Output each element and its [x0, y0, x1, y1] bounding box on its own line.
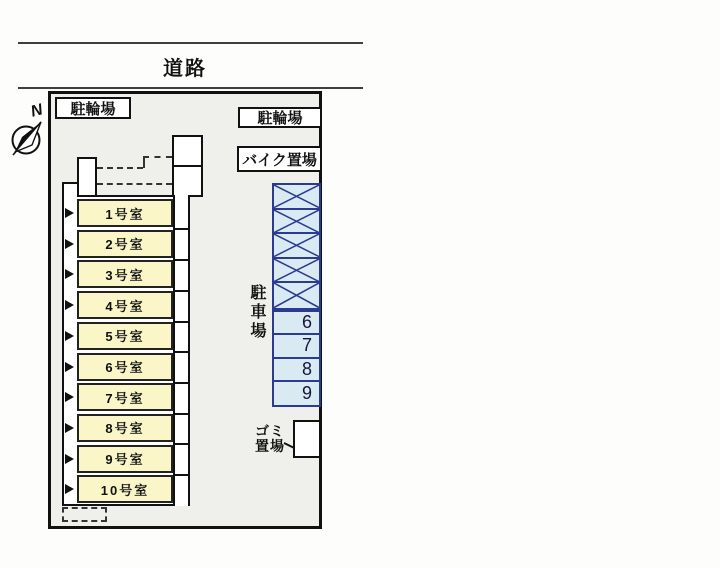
room-label: 6号室	[105, 360, 145, 375]
road-edge-line-bottom	[18, 87, 363, 89]
parking-numbered-spaces	[272, 310, 321, 407]
parking-space-crossed	[274, 259, 319, 284]
room-box	[77, 353, 173, 381]
dashed-outline-h3	[97, 183, 172, 185]
dashed-outline-v1	[143, 157, 145, 168]
garbage-area-label: ゴミ置場	[255, 423, 285, 455]
room-box	[77, 230, 173, 258]
parking-space-numbered	[274, 382, 319, 405]
room-row	[62, 414, 190, 442]
room-row	[62, 475, 190, 503]
dashed-outline-h1	[97, 167, 143, 169]
room-box	[77, 260, 173, 288]
entry-arrow-icon	[65, 331, 74, 341]
entry-arrow-icon	[65, 484, 74, 494]
room-label: 4号室	[105, 298, 145, 314]
bicycle-parking-left	[55, 97, 131, 119]
parking-space-number: 9	[301, 382, 312, 403]
room-row	[62, 322, 190, 350]
room-label: 5号室	[105, 329, 145, 345]
room-row	[62, 445, 190, 473]
room-row	[62, 383, 190, 411]
entry-arrow-icon	[65, 392, 74, 402]
parking-space-crossed	[274, 210, 319, 235]
x-mark-icon	[274, 259, 319, 282]
room-row	[62, 230, 190, 258]
parking-space-crossed	[274, 234, 319, 259]
motorcycle-area	[237, 146, 322, 172]
building-top-bump	[77, 157, 97, 197]
parking-space-number: 7	[301, 335, 312, 356]
room-box	[77, 291, 173, 319]
parking-space-number: 6	[301, 312, 312, 333]
dashed-outline-h2	[143, 156, 172, 158]
entry-arrow-icon	[65, 454, 74, 464]
room-label: 9号室	[105, 452, 145, 468]
room-row	[62, 260, 190, 288]
compass-icon	[5, 100, 51, 164]
parking-space-crossed	[274, 283, 319, 308]
entry-arrow-icon	[65, 239, 74, 249]
room-box	[77, 199, 173, 227]
room-label: 8号室	[105, 421, 145, 437]
stairwell-block	[172, 135, 203, 197]
parking-crossed-spaces	[272, 183, 321, 310]
room-box	[77, 383, 173, 411]
room-label: 1号室	[105, 206, 145, 222]
road-label: 道路	[163, 58, 207, 80]
room-row	[62, 199, 190, 227]
x-mark-icon	[274, 210, 319, 233]
north-label: N	[29, 101, 45, 121]
entry-arrow-icon	[65, 423, 74, 433]
entry-arrow-icon	[65, 300, 74, 310]
room-box	[77, 322, 173, 350]
stairwell-divider	[174, 165, 201, 167]
entry-arrow-icon	[65, 208, 74, 218]
x-mark-icon	[274, 234, 319, 257]
entry-arrow-icon	[65, 269, 74, 279]
entry-arrow-icon	[65, 362, 74, 372]
dashed-area-bottom	[62, 507, 107, 522]
room-label: 2号室	[105, 237, 145, 253]
x-mark-icon	[274, 283, 319, 308]
parking-label: 駐車場	[248, 284, 265, 341]
motorcycle-area-label: バイク置場	[242, 151, 317, 169]
parking-space-numbered	[274, 335, 319, 358]
bicycle-parking-right-label: 駐輪場	[257, 110, 303, 127]
parking-space-crossed	[274, 185, 319, 210]
room-box	[77, 414, 173, 442]
parking-space-number: 8	[301, 358, 312, 379]
room-row	[62, 353, 190, 381]
garbage-box	[293, 420, 321, 458]
room-box	[77, 445, 173, 473]
room-label: 7号室	[105, 390, 145, 406]
building-left-step	[62, 182, 77, 197]
bicycle-parking-left-label: 駐輪場	[70, 100, 116, 118]
x-mark-icon	[274, 185, 319, 208]
room-label: 10号室	[100, 482, 150, 498]
room-row	[62, 291, 190, 319]
room-box	[77, 475, 173, 503]
room-label: 3号室	[105, 267, 145, 283]
bicycle-parking-right	[238, 107, 322, 128]
parking-space-numbered	[274, 359, 319, 382]
parking-space-numbered	[274, 312, 319, 335]
road-edge-line-top	[18, 42, 363, 44]
